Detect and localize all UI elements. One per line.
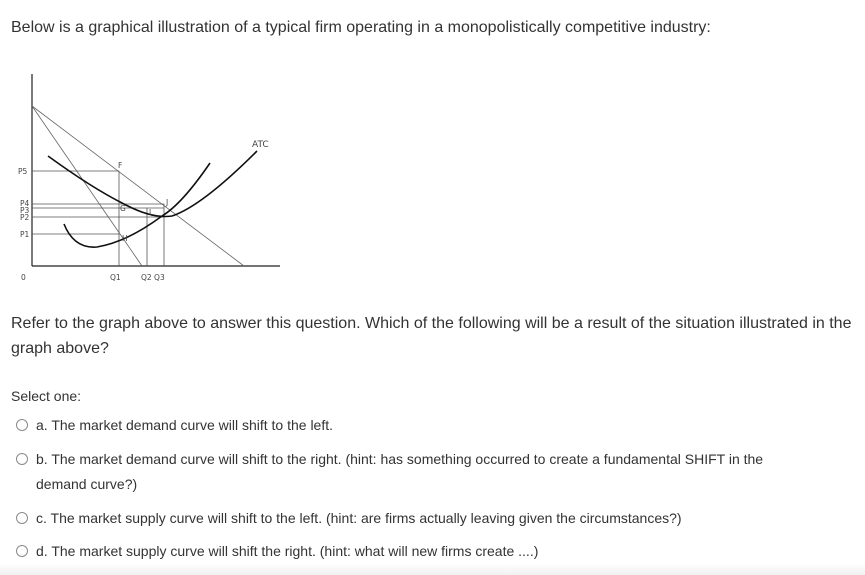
- marginal-cost-curve: [64, 163, 210, 247]
- point-label-j: J: [166, 198, 169, 207]
- bottom-shade: [0, 563, 865, 575]
- y-label-p2: P2: [20, 213, 30, 222]
- y-label-origin: 0: [21, 273, 26, 282]
- demand-line: [32, 106, 244, 266]
- radio-option-b[interactable]: [16, 453, 28, 465]
- monopolistic-competition-graph: [12, 66, 282, 288]
- point-label-h: H: [122, 234, 128, 243]
- point-label-g: G: [120, 204, 126, 213]
- y-label-p4: P4: [20, 199, 30, 208]
- option-d-letter: d.: [36, 543, 48, 559]
- atc-curve: [48, 151, 257, 217]
- question-text: Refer to the graph above to answer this question. Which of the following will be a result of the situation illustrated in the graph above?: [11, 315, 852, 357]
- intro-text: Below is a graphical illustration of a typical firm operating in a monopolistically competitive industry:: [11, 19, 711, 36]
- radio-option-a[interactable]: [16, 419, 28, 431]
- y-label-p3: P3: [20, 206, 30, 215]
- option-b-text: The market demand curve will shift to the right. (hint: has something occurred to create a fundamental SHIFT in the: [51, 451, 764, 467]
- option-b-letter: b.: [36, 451, 48, 467]
- option-c-text: The market supply curve will shift to the left. (hint: are firms actually leaving given the circumstances?): [50, 510, 682, 526]
- option-d-text: The market supply curve will shift the right. (hint: what will new firms create ....): [51, 543, 539, 559]
- x-label-q1: Q1: [110, 273, 121, 282]
- x-label-q2-q3: Q2 Q3: [141, 273, 165, 282]
- option-a-letter: a.: [36, 417, 48, 433]
- radio-option-c[interactable]: [16, 512, 28, 524]
- radio-option-d[interactable]: [16, 545, 28, 557]
- point-label-i: I: [149, 208, 152, 217]
- option-a-text: The market demand curve will shift to the left.: [51, 417, 334, 433]
- y-label-p1: P1: [20, 230, 30, 239]
- atc-label: ATC: [252, 140, 269, 150]
- option-b-text-continued: demand curve?): [36, 476, 138, 492]
- option-c-letter: c.: [36, 510, 47, 526]
- select-one-label: Select one:: [11, 388, 82, 404]
- y-label-p5: P5: [18, 167, 28, 176]
- point-label-f: F: [118, 161, 123, 170]
